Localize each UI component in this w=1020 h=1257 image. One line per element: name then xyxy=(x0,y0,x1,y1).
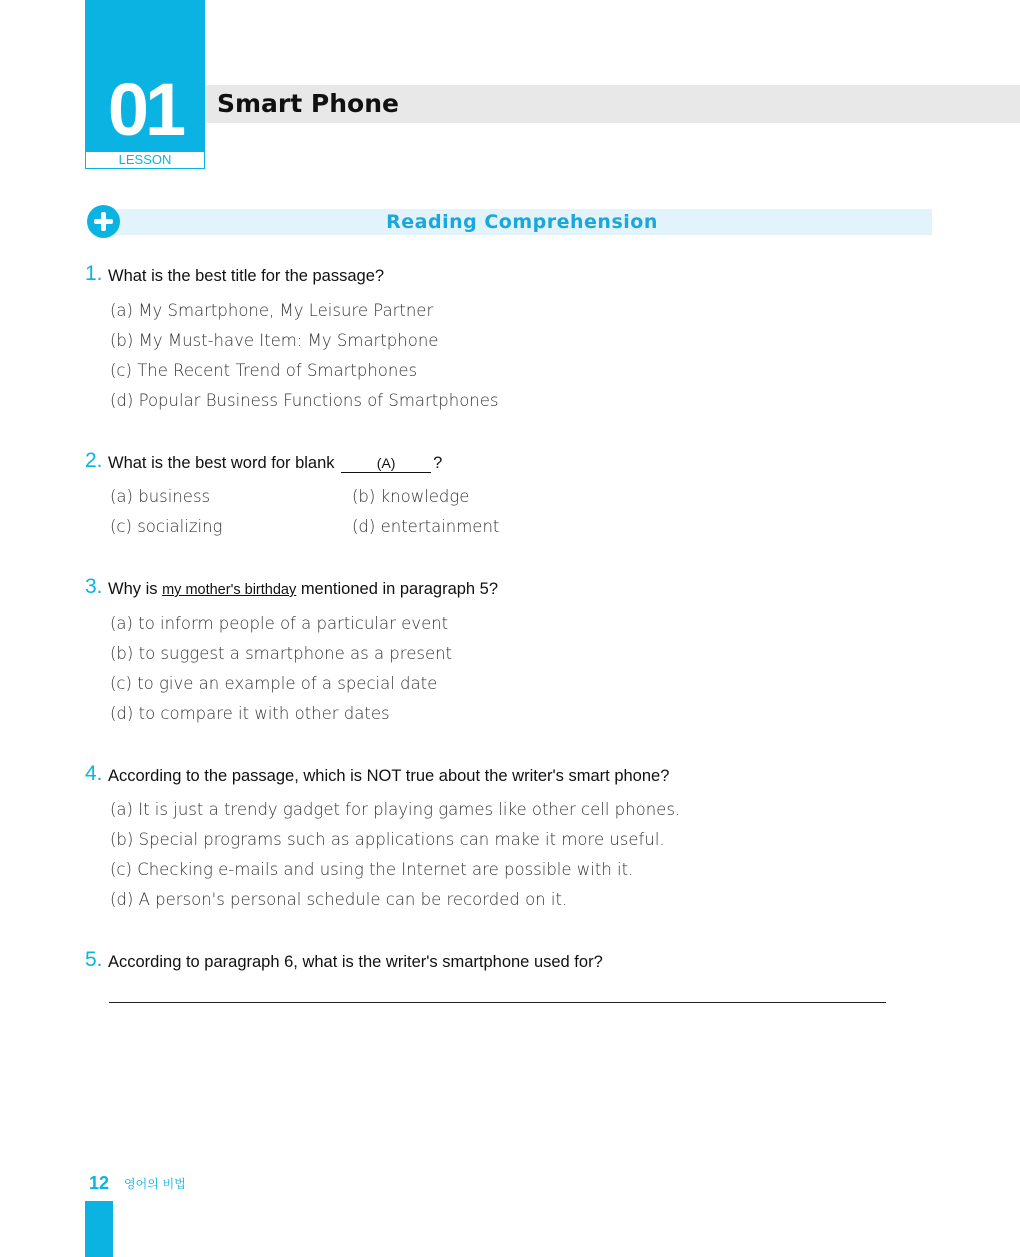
question-text: According to paragraph 6, what is the writer's smartphone used for? xyxy=(108,953,603,971)
book-title: 영어의 비법 xyxy=(124,1177,186,1191)
question-text-end: ? xyxy=(433,454,443,472)
footer-accent-block xyxy=(85,1201,113,1257)
answer-option: (b) My Must-have Item: My Smartphone xyxy=(110,331,439,350)
answer-option: (d) entertainment xyxy=(352,517,500,536)
answer-option: (b) knowledge xyxy=(352,487,470,506)
question-text: According to the passage, which is NOT true about the writer's smart phone? xyxy=(108,767,670,785)
answer-option: (a) It is just a trendy gadget for playing games like other cell phones. xyxy=(110,800,681,819)
question-text-start: Why is xyxy=(108,580,158,598)
question-text-end: mentioned in paragraph 5? xyxy=(300,580,499,598)
question-number: 1. xyxy=(85,262,103,285)
underlined-phrase: my mother's birthday xyxy=(162,582,297,598)
question-text xyxy=(108,577,498,602)
answer-option: (d) Popular Business Functions of Smartphones xyxy=(110,391,499,410)
answer-option: (b) Special programs such as applications can make it more useful. xyxy=(110,830,665,849)
question-number: 3. xyxy=(85,575,103,598)
lesson-title: Smart Phone xyxy=(217,89,399,118)
lesson-number: 01 xyxy=(107,68,183,151)
answer-option: (c) socializing xyxy=(110,517,223,536)
page-number: 12 xyxy=(89,1173,110,1193)
section-title: Reading Comprehension xyxy=(386,211,658,233)
answer-option: (a) My Smartphone, My Leisure Partner xyxy=(110,301,434,320)
lesson-label: LESSON xyxy=(86,152,204,168)
answer-option: (a) business xyxy=(110,487,211,506)
answer-line[interactable] xyxy=(109,1002,886,1003)
question-number: 4. xyxy=(85,762,103,785)
question-text xyxy=(108,451,442,475)
answer-option: (d) to compare it with other dates xyxy=(110,704,390,723)
answer-option: (b) to suggest a smartphone as a present xyxy=(110,644,453,663)
blank-label: (A) xyxy=(341,454,431,473)
question-text: What is the best title for the passage? xyxy=(108,267,385,285)
lesson-badge xyxy=(85,0,205,169)
answer-option: (c) The Recent Trend of Smartphones xyxy=(110,361,418,380)
answer-option: (c) to give an example of a special date xyxy=(110,674,438,693)
lesson-title-bar xyxy=(205,85,1020,123)
answer-option: (d) A person's personal schedule can be recorded on it. xyxy=(110,890,568,909)
question-number: 2. xyxy=(85,449,103,472)
plus-circle-icon xyxy=(87,205,120,238)
answer-option: (c) Checking e-mails and using the Internet are possible with it. xyxy=(110,860,634,879)
section-header-bar xyxy=(112,209,932,235)
answer-option: (a) to inform people of a particular event xyxy=(110,614,449,633)
question-text-start: What is the best word for blank xyxy=(108,454,335,472)
question-number: 5. xyxy=(85,948,103,971)
